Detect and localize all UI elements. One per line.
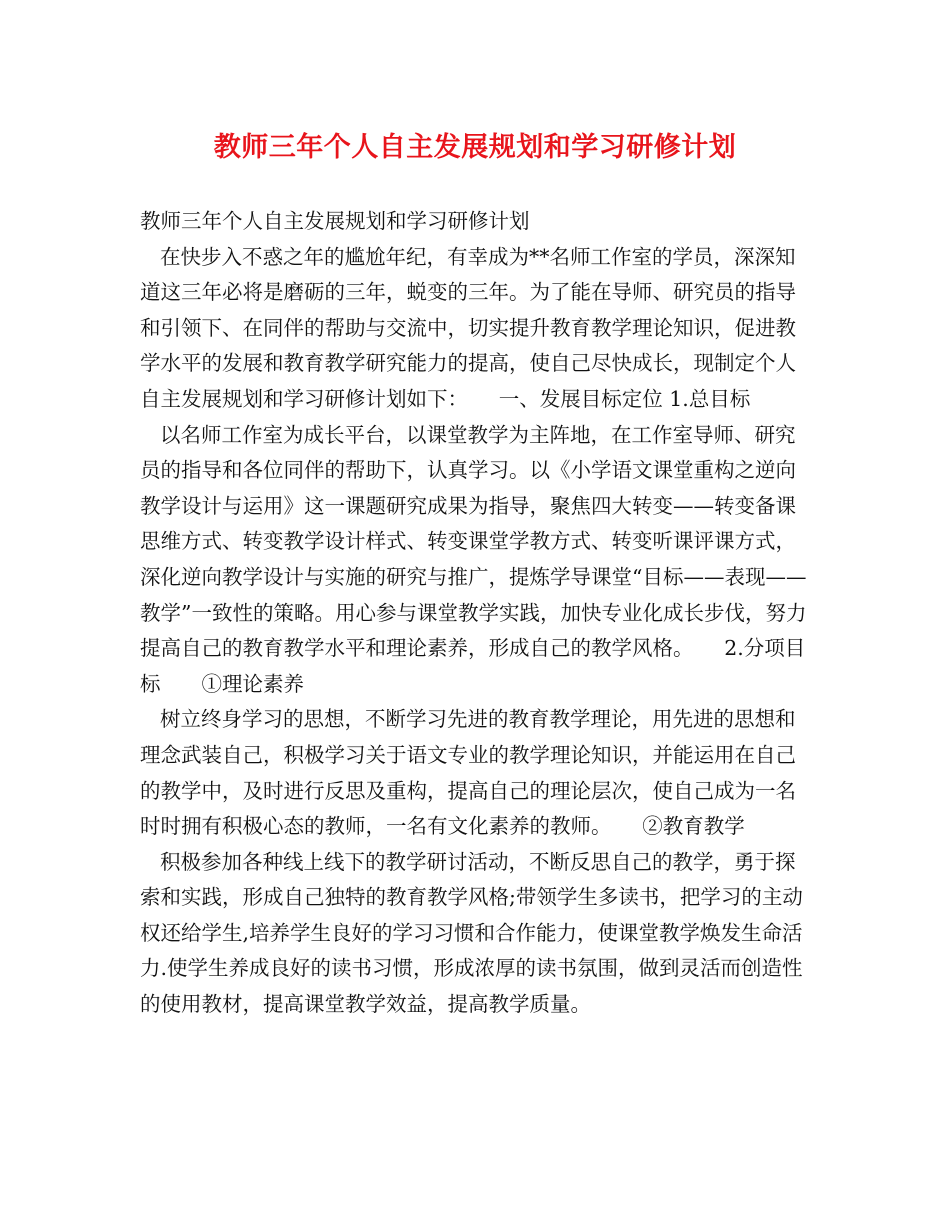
document-title: 教师三年个人自主发展规划和学习研修计划 (213, 132, 737, 163)
paragraph-overall-goal: 以名师工作室为成长平台，以课堂教学为主阵地，在工作室导师、研究员的指导和各位同伴的帮助下，认真学习。以《小学语文课堂重构之逆向教学设计与运用》这一课题研究成果为指导，聚焦四大转变——转变备课思维方式、转变教学设计样式、转变课堂学教方式、转变听课评课方式，深化逆向教学设计与实施的研究与推广，提炼学导课堂“目标——表现——教学”一致性的策略。用心参与课堂教学实践，加快专业化成长步伐，努力提高自己的教育教学水平和理论素养，形成自己的教学风格。 2.分项目标 ①理论素养 (140, 422, 807, 696)
paragraph-intro: 在快步入不惑之年的尴尬年纪，有幸成为**名师工作室的学员，深深知道这三年必将是磨砺的三年，蜕变的三年。为了能在导师、研究员的指导和引领下、在同伴的帮助与交流中，切实提升教育教学理论知识，促进教学水平的发展和教育教学研究能力的提高，使自己尽快成长，现制定个人自主发展规划和学习研修计划如下： 一、发展目标定位 1.总目标 (140, 244, 796, 411)
paragraph-theory: 树立终身学习的思想，不断学习先进的教育教学理论，用先进的思想和理念武装自己，积极学习关于语文专业的教学理论知识，并能运用在自己的教学中，及时进行反思及重构，提高自己的理论层次，使自己成为一名时时拥有积极心态的教师，一名有文化素养的教师。 ②教育教学 (140, 707, 796, 839)
paragraph-teaching: 积极参加各种线上线下的教学研讨活动，不断反思自己的教学，勇于探索和实践，形成自己独特的教育教学风格;带领学生多读书，把学习的主动权还给学生,培养学生良好的学习习惯和合作能力，使课堂教学焕发生命活力.使学生养成良好的读书习惯，形成浓厚的读书氛围，做到灵活而创造性的使用教材，提高课堂教学效益，提高教学质量。 (140, 849, 803, 1017)
document-body (140, 204, 812, 1023)
document-subtitle: 教师三年个人自主发展规划和学习研修计划 (140, 209, 530, 233)
